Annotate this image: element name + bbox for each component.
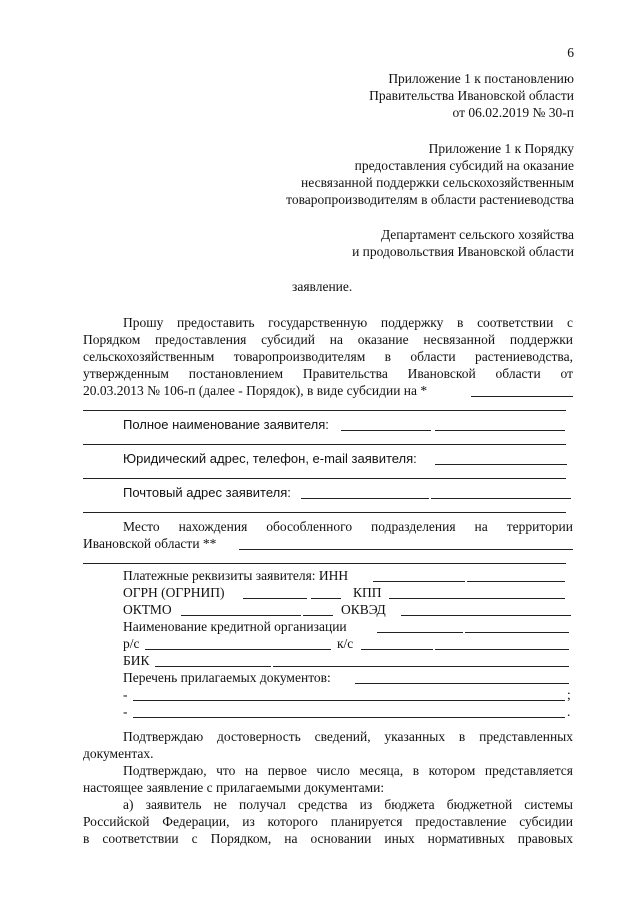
inn-row bbox=[83, 567, 573, 584]
confirm-line: документах. bbox=[83, 746, 154, 761]
bik-row bbox=[83, 652, 573, 669]
kpp-field[interactable] bbox=[389, 598, 565, 599]
postal-address-label: Почтовый адрес заявителя: bbox=[123, 485, 291, 500]
location-label: Место нахождения обособленного подразделения на территории bbox=[123, 519, 573, 534]
header-line: Приложение 1 к Порядку bbox=[428, 141, 574, 156]
full-name-field[interactable] bbox=[341, 430, 431, 431]
bank-name-label: Наименование кредитной организации bbox=[123, 619, 347, 634]
location-label-2: Ивановской области ** bbox=[83, 536, 217, 551]
location-block bbox=[83, 518, 573, 535]
blank-line[interactable] bbox=[83, 512, 566, 513]
location-field[interactable] bbox=[239, 549, 573, 550]
intro-line: Прошу предоставить государственную поддержку в соответствии с bbox=[123, 315, 573, 330]
blank-line[interactable] bbox=[83, 563, 566, 564]
confirm2-line: Подтверждаю, что на первое число месяца, в котором представляется bbox=[123, 763, 573, 778]
addressee-department bbox=[230, 226, 574, 260]
okved-label: ОКВЭД bbox=[341, 602, 386, 617]
full-name-field-2[interactable] bbox=[435, 430, 565, 431]
confirm-paragraph bbox=[83, 728, 573, 762]
rs-label: р/с bbox=[123, 636, 140, 651]
appendix-to-resolution bbox=[230, 70, 574, 121]
blank-line[interactable] bbox=[83, 410, 566, 411]
legal-address-row bbox=[83, 450, 573, 467]
list-dash: - bbox=[123, 704, 128, 719]
ks-label: к/с bbox=[337, 636, 354, 651]
confirm-paragraph-2 bbox=[83, 762, 573, 796]
document-title: заявление. bbox=[292, 279, 353, 294]
header-line: и продовольствия Ивановской области bbox=[352, 244, 574, 259]
bank-name-row bbox=[83, 618, 573, 635]
oktmo-label: ОКТМО bbox=[123, 602, 172, 617]
header-line: Департамент сельского хозяйства bbox=[380, 227, 574, 242]
header-line: Приложение 1 к постановлению bbox=[388, 71, 574, 86]
page-number: 6 bbox=[567, 45, 574, 60]
ks-field[interactable] bbox=[361, 649, 433, 650]
intro-line: 20.03.2013 № 106-п (далее - Порядок), в виде субсидии на * bbox=[83, 383, 428, 398]
full-name-label: Полное наименование заявителя: bbox=[123, 417, 329, 432]
documents-field[interactable] bbox=[355, 683, 569, 684]
ogrn-field[interactable] bbox=[243, 598, 307, 599]
list-semicolon: ; bbox=[567, 687, 571, 702]
blank-line[interactable] bbox=[83, 478, 566, 479]
ogrn-label: ОГРН (ОГРНИП) bbox=[123, 585, 225, 600]
bank-name-field[interactable] bbox=[377, 632, 463, 633]
header-line: товаропроизводителям в области растениеводства bbox=[286, 192, 574, 207]
postal-address-row bbox=[83, 484, 573, 501]
documents-label: Перечень прилагаемых документов: bbox=[123, 670, 331, 685]
accounts-row bbox=[83, 635, 573, 652]
bik-label: БИК bbox=[123, 653, 150, 668]
oktmo-field-2[interactable] bbox=[303, 615, 333, 616]
document-item-field[interactable] bbox=[133, 717, 565, 718]
bank-name-field-2[interactable] bbox=[465, 632, 569, 633]
subsidy-purpose-field[interactable] bbox=[471, 396, 573, 397]
intro-line: сельскохозяйственным товаропроизводителям в области растениеводства, bbox=[83, 349, 573, 364]
confirm2-line: настоящее заявление с прилагаемыми документами: bbox=[83, 780, 385, 795]
ogrn-kpp-row bbox=[83, 584, 573, 601]
ks-field-2[interactable] bbox=[435, 649, 569, 650]
intro-line: Порядком предоставления субсидий на оказание несвязанной поддержки bbox=[83, 332, 573, 347]
legal-address-field[interactable] bbox=[435, 464, 567, 465]
clause-a-line: в соответствии с Порядком, на основании иных нормативных правовых bbox=[83, 831, 573, 846]
documents-row bbox=[83, 669, 573, 686]
inn-field[interactable] bbox=[373, 581, 465, 582]
header-line: Правительства Ивановской области bbox=[369, 88, 574, 103]
payment-details-label: Платежные реквизиты заявителя: ИНН bbox=[123, 568, 349, 583]
header-line: предоставления субсидий на оказание bbox=[354, 158, 574, 173]
clause-a bbox=[83, 796, 573, 847]
bik-field-2[interactable] bbox=[273, 666, 569, 667]
ogrn-field-2[interactable] bbox=[311, 598, 341, 599]
list-period: . bbox=[567, 704, 571, 719]
document-item-row bbox=[83, 686, 573, 703]
confirm-line: Подтверждаю достоверность сведений, указанных в представленных bbox=[123, 729, 573, 744]
clause-a-line: Российской Федерации, из которого планируется предоставление субсидии bbox=[83, 814, 573, 829]
header-line: от 06.02.2019 № 30-п bbox=[452, 105, 574, 120]
oktmo-okved-row bbox=[83, 601, 573, 618]
appendix-to-procedure bbox=[230, 140, 574, 208]
list-dash: - bbox=[123, 687, 128, 702]
okved-field[interactable] bbox=[401, 615, 571, 616]
rs-field[interactable] bbox=[145, 649, 331, 650]
inn-field-2[interactable] bbox=[467, 581, 565, 582]
intro-paragraph bbox=[83, 314, 573, 382]
postal-address-field[interactable] bbox=[301, 498, 429, 499]
location-row bbox=[83, 535, 573, 552]
subsidy-purpose-row bbox=[83, 382, 573, 399]
oktmo-field[interactable] bbox=[181, 615, 301, 616]
legal-address-label: Юридический адрес, телефон, e-mail заявителя: bbox=[123, 451, 417, 466]
document-item-field[interactable] bbox=[133, 700, 565, 701]
bik-field[interactable] bbox=[155, 666, 271, 667]
blank-line[interactable] bbox=[83, 444, 566, 445]
header-line: несвязанной поддержки сельскохозяйственным bbox=[301, 175, 574, 190]
postal-address-field-2[interactable] bbox=[431, 498, 571, 499]
full-name-row bbox=[83, 416, 573, 433]
intro-line: утвержденным постановлением Правительства Ивановской области от bbox=[83, 366, 573, 381]
document-item-row bbox=[83, 703, 573, 720]
clause-a-line: а) заявитель не получал средства из бюджета бюджетной системы bbox=[123, 797, 573, 812]
kpp-label: КПП bbox=[353, 585, 382, 600]
